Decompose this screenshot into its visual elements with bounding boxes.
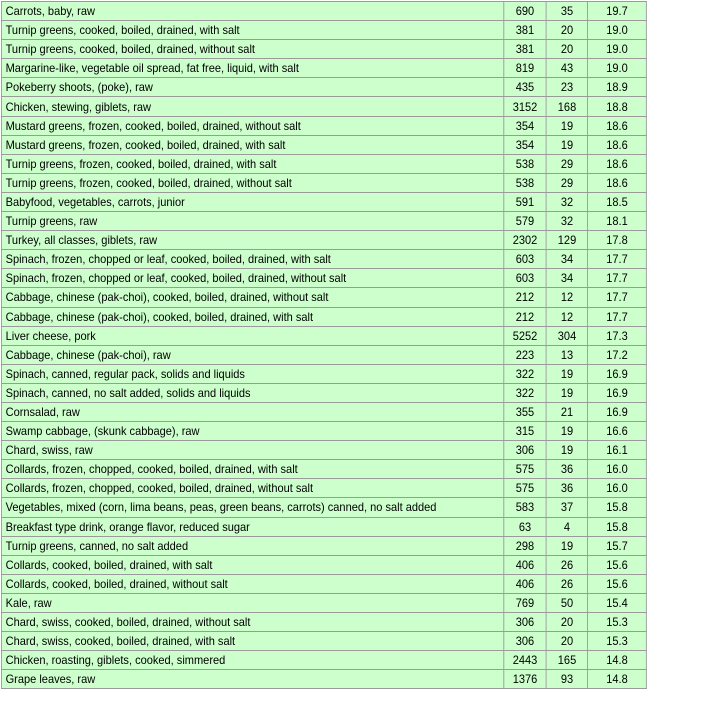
table-row xyxy=(1,574,646,593)
food-name-cell: Mustard greens, frozen, cooked, boiled, drained, without salt xyxy=(1,116,503,135)
value-cell-1: 406 xyxy=(504,574,547,593)
table-row xyxy=(1,269,646,288)
value-cell-1: 435 xyxy=(504,78,547,97)
value-cell-3: 18.8 xyxy=(588,97,647,116)
value-cell-1: 1376 xyxy=(504,670,547,689)
value-cell-2: 13 xyxy=(546,345,587,364)
food-name-cell: Margarine-like, vegetable oil spread, fat free, liquid, with salt xyxy=(1,59,503,78)
value-cell-2: 19 xyxy=(546,364,587,383)
table-row xyxy=(1,441,646,460)
value-cell-1: 579 xyxy=(504,212,547,231)
food-name-cell: Liver cheese, pork xyxy=(1,326,503,345)
value-cell-2: 26 xyxy=(546,555,587,574)
food-name-cell: Babyfood, vegetables, carrots, junior xyxy=(1,192,503,211)
food-name-cell: Spinach, canned, regular pack, solids and liquids xyxy=(1,364,503,383)
value-cell-1: 381 xyxy=(504,40,547,59)
food-name-cell: Cabbage, chinese (pak-choi), cooked, boiled, drained, without salt xyxy=(1,288,503,307)
value-cell-1: 406 xyxy=(504,555,547,574)
table-row xyxy=(1,307,646,326)
food-name-cell: Spinach, frozen, chopped or leaf, cooked, boiled, drained, with salt xyxy=(1,250,503,269)
value-cell-3: 16.6 xyxy=(588,422,647,441)
value-cell-2: 129 xyxy=(546,231,587,250)
food-name-cell: Turnip greens, cooked, boiled, drained, without salt xyxy=(1,40,503,59)
value-cell-1: 538 xyxy=(504,154,547,173)
value-cell-3: 15.6 xyxy=(588,555,647,574)
table-row xyxy=(1,651,646,670)
food-name-cell: Collards, cooked, boiled, drained, with salt xyxy=(1,555,503,574)
value-cell-2: 23 xyxy=(546,78,587,97)
value-cell-1: 306 xyxy=(504,632,547,651)
value-cell-2: 29 xyxy=(546,154,587,173)
table-row xyxy=(1,498,646,517)
table-row xyxy=(1,383,646,402)
table-row xyxy=(1,479,646,498)
table-row xyxy=(1,364,646,383)
value-cell-2: 43 xyxy=(546,59,587,78)
table-row xyxy=(1,78,646,97)
value-cell-1: 322 xyxy=(504,383,547,402)
value-cell-1: 583 xyxy=(504,498,547,517)
food-name-cell: Collards, frozen, chopped, cooked, boiled, drained, with salt xyxy=(1,460,503,479)
table-row xyxy=(1,288,646,307)
value-cell-2: 12 xyxy=(546,307,587,326)
value-cell-3: 16.0 xyxy=(588,460,647,479)
food-name-cell: Kale, raw xyxy=(1,593,503,612)
food-name-cell: Carrots, baby, raw xyxy=(1,2,503,21)
food-name-cell: Turkey, all classes, giblets, raw xyxy=(1,231,503,250)
value-cell-3: 18.1 xyxy=(588,212,647,231)
value-cell-2: 32 xyxy=(546,192,587,211)
value-cell-1: 2302 xyxy=(504,231,547,250)
value-cell-3: 16.9 xyxy=(588,383,647,402)
table-row xyxy=(1,2,646,21)
table-row xyxy=(1,326,646,345)
value-cell-3: 18.6 xyxy=(588,154,647,173)
value-cell-2: 20 xyxy=(546,632,587,651)
food-name-cell: Swamp cabbage, (skunk cabbage), raw xyxy=(1,422,503,441)
value-cell-1: 769 xyxy=(504,593,547,612)
value-cell-2: 37 xyxy=(546,498,587,517)
value-cell-2: 21 xyxy=(546,402,587,421)
value-cell-2: 36 xyxy=(546,479,587,498)
value-cell-3: 17.2 xyxy=(588,345,647,364)
food-name-cell: Collards, cooked, boiled, drained, without salt xyxy=(1,574,503,593)
value-cell-3: 18.5 xyxy=(588,192,647,211)
food-name-cell: Chicken, roasting, giblets, cooked, simmered xyxy=(1,651,503,670)
value-cell-1: 575 xyxy=(504,460,547,479)
value-cell-2: 34 xyxy=(546,250,587,269)
value-cell-3: 17.7 xyxy=(588,307,647,326)
value-cell-1: 381 xyxy=(504,21,547,40)
value-cell-1: 538 xyxy=(504,173,547,192)
value-cell-2: 19 xyxy=(546,441,587,460)
food-name-cell: Chard, swiss, cooked, boiled, drained, without salt xyxy=(1,613,503,632)
value-cell-3: 18.6 xyxy=(588,135,647,154)
food-name-cell: Grape leaves, raw xyxy=(1,670,503,689)
food-name-cell: Collards, frozen, chopped, cooked, boiled, drained, without salt xyxy=(1,479,503,498)
value-cell-2: 12 xyxy=(546,288,587,307)
value-cell-2: 19 xyxy=(546,422,587,441)
value-cell-3: 16.9 xyxy=(588,402,647,421)
value-cell-1: 354 xyxy=(504,116,547,135)
value-cell-3: 15.3 xyxy=(588,613,647,632)
value-cell-2: 36 xyxy=(546,460,587,479)
value-cell-1: 306 xyxy=(504,613,547,632)
value-cell-1: 5252 xyxy=(504,326,547,345)
food-name-cell: Spinach, canned, no salt added, solids and liquids xyxy=(1,383,503,402)
value-cell-3: 18.9 xyxy=(588,78,647,97)
value-cell-2: 34 xyxy=(546,269,587,288)
table-row xyxy=(1,593,646,612)
food-name-cell: Turnip greens, raw xyxy=(1,212,503,231)
value-cell-3: 15.4 xyxy=(588,593,647,612)
food-name-cell: Chicken, stewing, giblets, raw xyxy=(1,97,503,116)
value-cell-1: 212 xyxy=(504,307,547,326)
table-row xyxy=(1,402,646,421)
food-nutrient-table xyxy=(1,1,647,689)
value-cell-2: 304 xyxy=(546,326,587,345)
value-cell-1: 322 xyxy=(504,364,547,383)
table-row xyxy=(1,97,646,116)
value-cell-2: 50 xyxy=(546,593,587,612)
value-cell-1: 306 xyxy=(504,441,547,460)
table-row xyxy=(1,422,646,441)
food-name-cell: Vegetables, mixed (corn, lima beans, peas, green beans, carrots) canned, no salt added xyxy=(1,498,503,517)
table-row xyxy=(1,59,646,78)
food-name-cell: Breakfast type drink, orange flavor, reduced sugar xyxy=(1,517,503,536)
value-cell-2: 20 xyxy=(546,613,587,632)
table-row xyxy=(1,40,646,59)
value-cell-3: 17.3 xyxy=(588,326,647,345)
value-cell-3: 14.8 xyxy=(588,670,647,689)
value-cell-1: 603 xyxy=(504,269,547,288)
food-name-cell: Cornsalad, raw xyxy=(1,402,503,421)
table-row xyxy=(1,173,646,192)
value-cell-3: 19.0 xyxy=(588,59,647,78)
table-row xyxy=(1,460,646,479)
table-row xyxy=(1,517,646,536)
food-name-cell: Cabbage, chinese (pak-choi), raw xyxy=(1,345,503,364)
value-cell-3: 14.8 xyxy=(588,651,647,670)
value-cell-2: 19 xyxy=(546,116,587,135)
food-name-cell: Pokeberry shoots, (poke), raw xyxy=(1,78,503,97)
value-cell-1: 690 xyxy=(504,2,547,21)
value-cell-1: 354 xyxy=(504,135,547,154)
table-row xyxy=(1,670,646,689)
value-cell-2: 26 xyxy=(546,574,587,593)
value-cell-3: 19.0 xyxy=(588,21,647,40)
value-cell-3: 17.7 xyxy=(588,288,647,307)
food-name-cell: Turnip greens, frozen, cooked, boiled, drained, with salt xyxy=(1,154,503,173)
value-cell-1: 298 xyxy=(504,536,547,555)
value-cell-1: 575 xyxy=(504,479,547,498)
value-cell-3: 17.7 xyxy=(588,269,647,288)
data-table-container xyxy=(1,1,703,689)
value-cell-2: 165 xyxy=(546,651,587,670)
table-row xyxy=(1,250,646,269)
value-cell-3: 15.3 xyxy=(588,632,647,651)
table-row xyxy=(1,613,646,632)
value-cell-3: 16.0 xyxy=(588,479,647,498)
food-name-cell: Turnip greens, frozen, cooked, boiled, drained, without salt xyxy=(1,173,503,192)
table-row xyxy=(1,116,646,135)
value-cell-2: 19 xyxy=(546,135,587,154)
value-cell-1: 212 xyxy=(504,288,547,307)
value-cell-3: 18.6 xyxy=(588,116,647,135)
value-cell-1: 315 xyxy=(504,422,547,441)
value-cell-2: 29 xyxy=(546,173,587,192)
value-cell-3: 17.7 xyxy=(588,250,647,269)
value-cell-2: 93 xyxy=(546,670,587,689)
value-cell-2: 20 xyxy=(546,40,587,59)
food-name-cell: Chard, swiss, cooked, boiled, drained, with salt xyxy=(1,632,503,651)
table-row xyxy=(1,212,646,231)
value-cell-2: 20 xyxy=(546,21,587,40)
table-row xyxy=(1,135,646,154)
table-row xyxy=(1,231,646,250)
food-name-cell: Spinach, frozen, chopped or leaf, cooked, boiled, drained, without salt xyxy=(1,269,503,288)
value-cell-2: 4 xyxy=(546,517,587,536)
value-cell-3: 18.6 xyxy=(588,173,647,192)
value-cell-2: 32 xyxy=(546,212,587,231)
table-row xyxy=(1,192,646,211)
value-cell-3: 17.8 xyxy=(588,231,647,250)
table-row xyxy=(1,21,646,40)
table-row xyxy=(1,536,646,555)
table-body xyxy=(1,2,646,689)
table-row xyxy=(1,632,646,651)
food-name-cell: Chard, swiss, raw xyxy=(1,441,503,460)
value-cell-3: 16.9 xyxy=(588,364,647,383)
value-cell-3: 15.6 xyxy=(588,574,647,593)
value-cell-3: 19.0 xyxy=(588,40,647,59)
value-cell-1: 819 xyxy=(504,59,547,78)
food-name-cell: Turnip greens, canned, no salt added xyxy=(1,536,503,555)
value-cell-1: 3152 xyxy=(504,97,547,116)
value-cell-2: 168 xyxy=(546,97,587,116)
value-cell-1: 603 xyxy=(504,250,547,269)
value-cell-2: 19 xyxy=(546,383,587,402)
value-cell-2: 35 xyxy=(546,2,587,21)
table-row xyxy=(1,154,646,173)
value-cell-1: 591 xyxy=(504,192,547,211)
value-cell-1: 355 xyxy=(504,402,547,421)
food-name-cell: Cabbage, chinese (pak-choi), cooked, boiled, drained, with salt xyxy=(1,307,503,326)
value-cell-3: 15.8 xyxy=(588,498,647,517)
table-row xyxy=(1,555,646,574)
value-cell-3: 19.7 xyxy=(588,2,647,21)
value-cell-3: 15.8 xyxy=(588,517,647,536)
value-cell-3: 16.1 xyxy=(588,441,647,460)
value-cell-1: 223 xyxy=(504,345,547,364)
food-name-cell: Mustard greens, frozen, cooked, boiled, drained, with salt xyxy=(1,135,503,154)
value-cell-1: 2443 xyxy=(504,651,547,670)
food-name-cell: Turnip greens, cooked, boiled, drained, with salt xyxy=(1,21,503,40)
table-row xyxy=(1,345,646,364)
value-cell-3: 15.7 xyxy=(588,536,647,555)
value-cell-2: 19 xyxy=(546,536,587,555)
value-cell-1: 63 xyxy=(504,517,547,536)
